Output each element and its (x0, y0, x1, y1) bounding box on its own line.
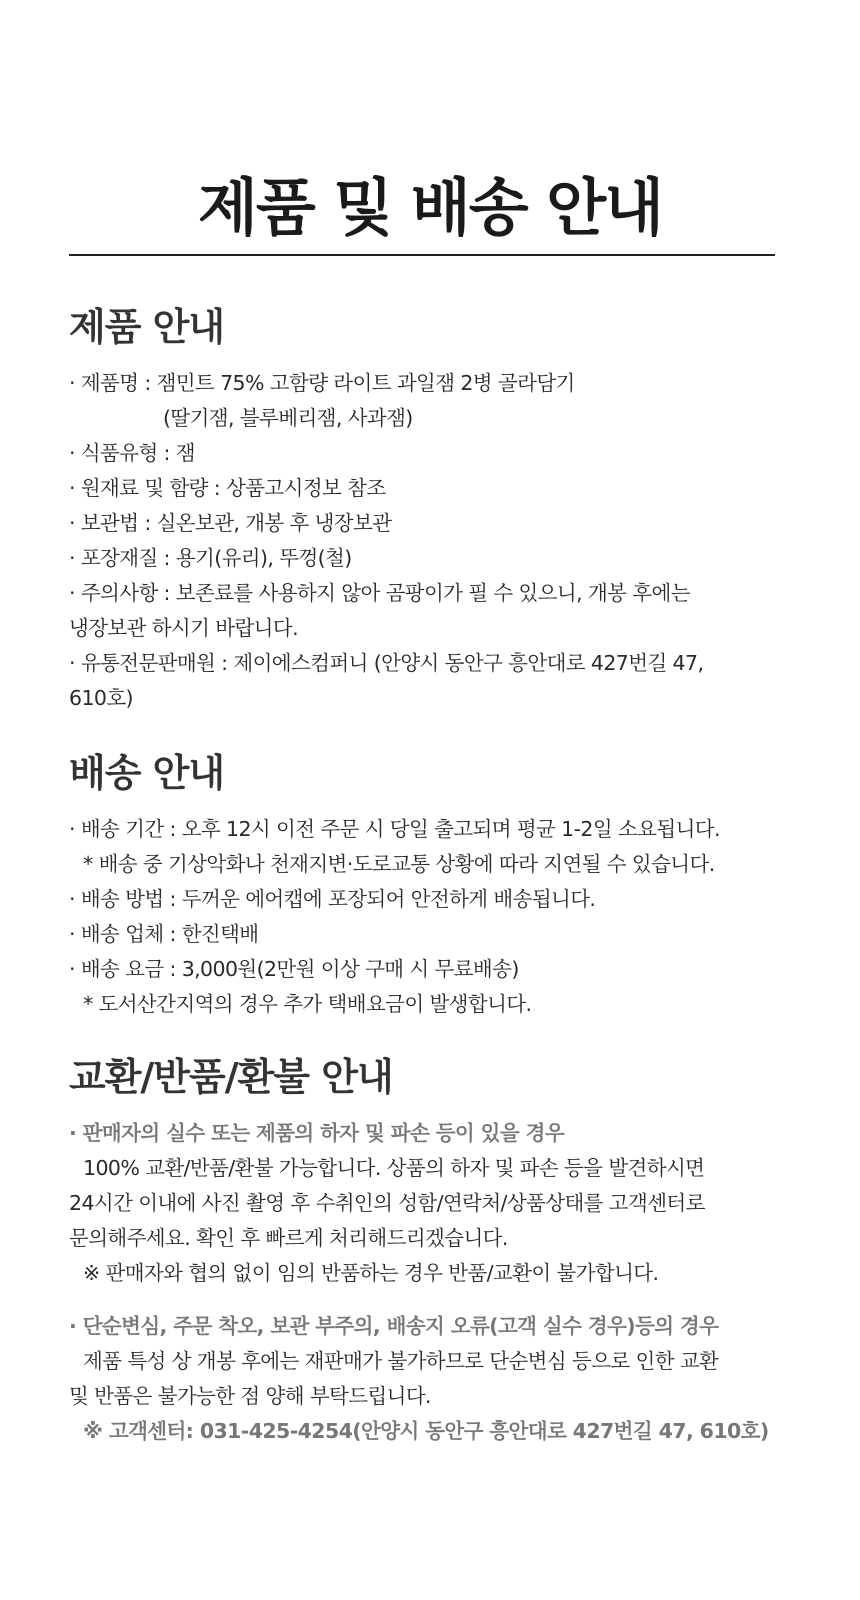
shipping-delay-note: * 배송 중 기상악화나 천재지변·도로교통 상황에 따라 지연될 수 있습니다. (83, 852, 715, 876)
seller-fault-heading: · 판매자의 실수 또는 제품의 하자 및 파손 등이 있을 경우 (69, 1121, 565, 1145)
food-type-line: · 식품유형 : 잼 (69, 441, 195, 465)
shipping-method-line: · 배송 방법 : 두꺼운 에어캡에 포장되어 안전하게 배송됩니다. (69, 887, 596, 911)
customer-fault-heading: · 단순변심, 주문 착오, 보관 부주의, 배송지 오류(고객 실수 경우)등의 경우 (69, 1314, 719, 1338)
shipping-period-line: · 배송 기간 : 오후 12시 이전 주문 시 당일 출고되며 평균 1-2일 소요됩니다. (69, 817, 720, 841)
product-name-line: · 제품명 : 잼민트 75% 고함량 라이트 과일잼 2병 골라담기 (69, 371, 575, 395)
product-name-line-cont: (딸기잼, 블루베리잼, 사과잼) (163, 406, 413, 430)
exchange-return-heading: 교환/반품/환불 안내 (69, 1055, 393, 1099)
distributor-line-cont: 610호) (69, 686, 133, 710)
ingredients-line: · 원재료 및 함량 : 상품고시정보 참조 (69, 476, 386, 500)
shipping-info-heading: 배송 안내 (69, 751, 225, 795)
seller-fault-line-1: 100% 교환/반품/환불 가능합니다. 상품의 하자 및 파손 등을 발견하시면 (83, 1156, 705, 1180)
packaging-line: · 포장재질 : 용기(유리), 뚜껑(철) (69, 546, 352, 570)
customer-fault-line-1: 제품 특성 상 개봉 후에는 재판매가 불가하므로 단순변심 등으로 인한 교환 (83, 1349, 719, 1373)
shipping-fee-line: · 배송 요금 : 3,000원(2만원 이상 구매 시 무료배송) (69, 957, 519, 981)
caution-line: · 주의사항 : 보존료를 사용하지 않아 곰팡이가 필 수 있으니, 개봉 후에는 (69, 581, 690, 605)
page-title: 제품 및 배송 안내 (198, 171, 662, 244)
seller-fault-line-3: 문의해주세요. 확인 후 빠르게 처리해드리겠습니다. (69, 1226, 508, 1250)
product-info-section (69, 300, 789, 716)
paragraph-spacer (69, 1291, 789, 1309)
no-arbitrary-return-note: ※ 판매자와 협의 없이 임의 반품하는 경우 반품/교환이 불가합니다. (83, 1261, 659, 1285)
product-info-heading: 제품 안내 (69, 305, 225, 349)
storage-line: · 보관법 : 실온보관, 개봉 후 냉장보관 (69, 511, 392, 535)
customer-center-line: ※ 고객센터: 031-425-4254(안양시 동안구 흥안대로 427번길 47, 610호) (83, 1419, 769, 1443)
distributor-line: · 유통전문판매원 : 제이에스컴퍼니 (안양시 동안구 흥안대로 427번길 47, (69, 651, 704, 675)
exchange-return-section (69, 1050, 789, 1449)
title-divider (69, 254, 775, 256)
shipping-info-section (69, 746, 789, 1022)
customer-fault-line-2: 및 반품은 불가능한 점 양해 부탁드립니다. (69, 1384, 431, 1408)
shipping-carrier-line: · 배송 업체 : 한진택배 (69, 922, 259, 946)
shipping-remote-note: * 도서산간지역의 경우 추가 택배요금이 발생합니다. (83, 992, 532, 1016)
seller-fault-line-2: 24시간 이내에 사진 촬영 후 수취인의 성함/연락처/상품상태를 고객센터로 (69, 1191, 705, 1215)
caution-line-cont: 냉장보관 하시기 바랍니다. (69, 616, 298, 640)
